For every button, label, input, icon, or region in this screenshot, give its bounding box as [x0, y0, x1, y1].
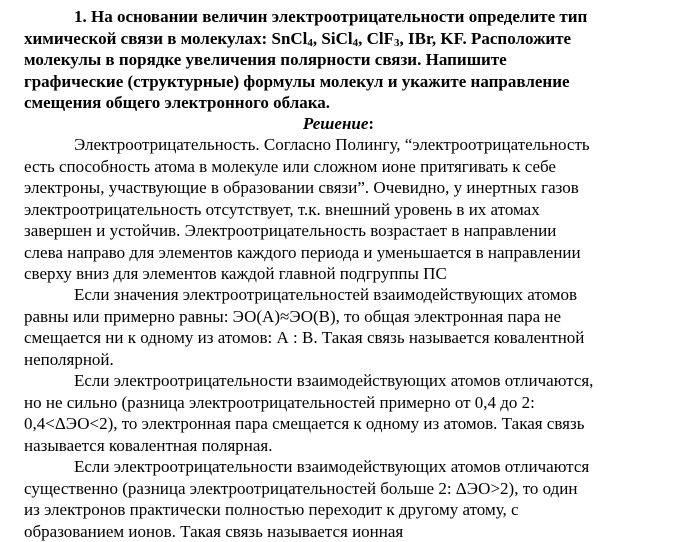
task-line-2: химической связи в молекулах: SnCl$_4$, SiCl$_4$, ClF$_3$, IBr, KF. Расположите: [24, 28, 572, 49]
paragraph-polar-covalent: Если электроотрицательности взаимодействующих атомов отличаются, но не сильно (разница электроотрицательностей примерно от 0,4 до 2: 0,4<ΔЭО<2), то электронная пара смещается к одному из атомов. Такая связь называется ковалентная полярная.: [24, 371, 594, 455]
solution-heading: Решение:: [302, 114, 375, 133]
task-line-5: смещения общего электронного облака.: [24, 93, 331, 112]
formula-sncl4: SnCl$_4$: [271, 28, 313, 49]
paragraph-ionic: Если электроотрицательности взаимодействующих атомов отличаются существенно (разница электроотрицательностей больше 2: ΔЭО>2), то один из электронов практически полностью переходит к другому атому, с образованием ионов. Такая связь называется ионная: [24, 457, 590, 541]
paragraph-electronegativity: Электроотрицательность. Согласно Полингу, “электроотрицательность есть способность атома в молекуле или сложном ионе притягивать к себе электроны, участвующие в образовании связи”. Очевидно, у инертных газов электроотрицательность отсутствует, т.к. внешний уровень в их атомах завершен и устойчив. Электроотрицательность возрастает в направлении слева направо для элементов каждого периода и уменьшается в направлении сверху вниз для элементов каждой главной подгруппы ПС: [24, 135, 590, 283]
task-line-4: графические (структурные) формулы молекул и укажите направление: [24, 71, 570, 91]
task-line-1: 1. На основании величин электроотрицательности определите тип: [74, 7, 588, 26]
paragraph-nonpolar-covalent: Если значения электроотрицательностей взаимодействующих атомов равны или примерно равны: ЭО(А)≈ЭО(В), то общая электронная пара не смещается ни к одному из атомов: А : В. Такая связь называется ковалентной неполярной.: [24, 285, 585, 369]
formula-clf3: ClF$_3$: [366, 28, 400, 49]
formula-sicl4: SiCl$_4$: [321, 28, 359, 49]
task-line-3: молекулы в порядке увеличения полярности связи. Напишите: [24, 50, 507, 69]
task-number: 1.: [74, 7, 87, 26]
task-statement: [24, 6, 664, 114]
